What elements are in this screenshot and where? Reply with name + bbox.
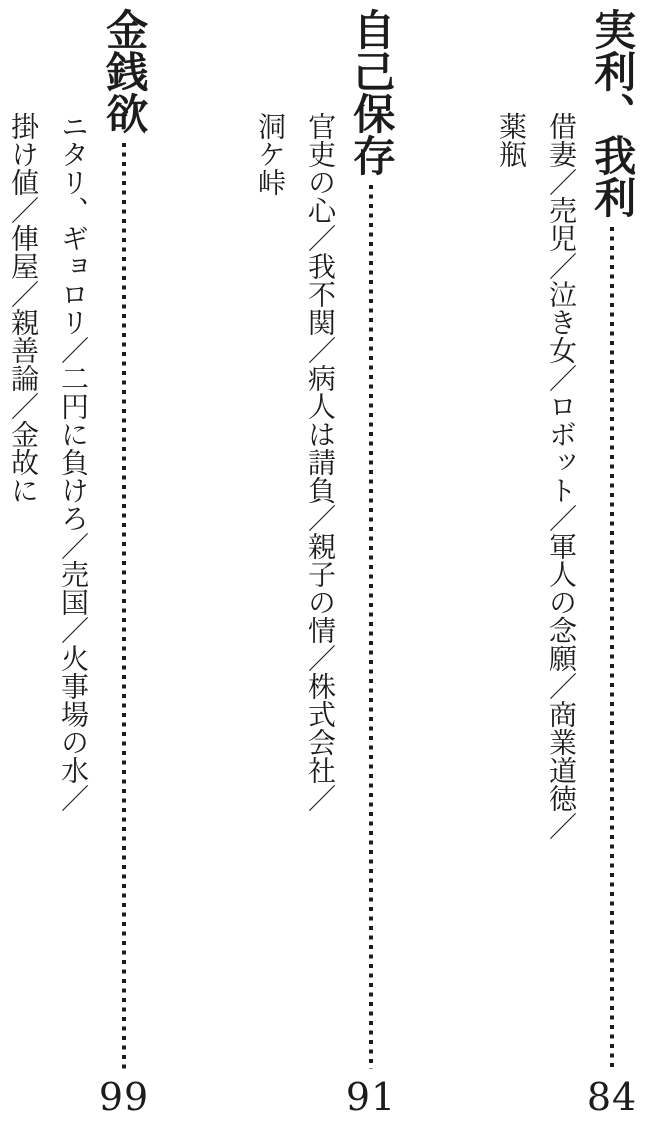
heading-column — [576, 8, 648, 1119]
subtopics-line: 借妻／売児／泣き女／ロボット／軍人の念願／商業道徳／ — [545, 112, 578, 840]
heading-column — [88, 8, 160, 1119]
page-number: 84 — [586, 1075, 638, 1119]
subtopics-line: 薬瓶 — [495, 112, 528, 168]
toc-entry-jiko-hozon — [237, 0, 407, 1122]
dotted-leader — [122, 143, 126, 1069]
subtopics-line: 掛け値／俥屋／親善論／金故に — [7, 112, 40, 504]
chapter-title: 金銭欲 — [100, 8, 150, 134]
page-number: 99 — [98, 1075, 150, 1119]
chapter-subtopics — [245, 112, 345, 812]
dotted-leader — [369, 185, 373, 1069]
chapter-title: 実利、我利 — [588, 8, 638, 218]
heading-column — [335, 8, 407, 1119]
page-number: 91 — [345, 1075, 397, 1119]
toc-entry-kinsenyoku — [0, 0, 160, 1122]
subtopics-line: 洞ケ峠 — [254, 112, 287, 196]
chapter-subtopics — [486, 112, 586, 840]
toc-entry-jitsuri-gari — [478, 0, 648, 1122]
chapter-title: 自己保存 — [347, 8, 397, 176]
dotted-leader — [610, 227, 614, 1069]
subtopics-line: ニタリ、ギョロリ／二円に負けろ／売国／火事場の水／ — [57, 112, 90, 812]
chapter-subtopics — [0, 112, 98, 812]
subtopics-line: 官吏の心／我不関／病人は請負／親子の情／株式会社／ — [304, 112, 337, 812]
